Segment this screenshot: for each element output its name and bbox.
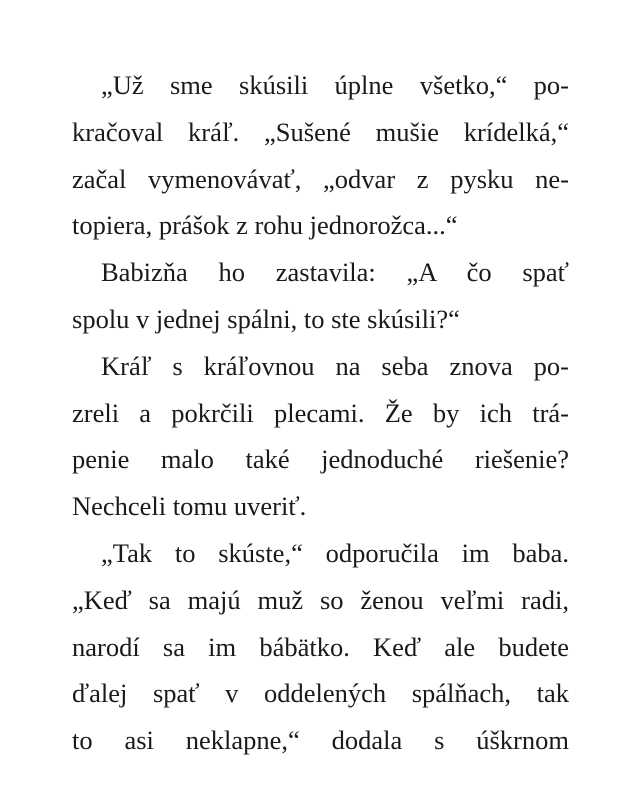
text-line: penie malo také jednoduché riešenie? xyxy=(72,444,569,475)
text-line: zreli a pokrčili plecami. Že by ich trá- xyxy=(72,397,569,428)
text-line: topiera, prášok z rohu jednorožca...“ xyxy=(72,210,458,241)
text-line: začal vymenovávať, „odvar z pysku ne- xyxy=(72,163,569,194)
text-line: „Už sme skúsili úplne všetko,“ po- xyxy=(101,70,569,100)
paragraph-2 xyxy=(72,249,569,343)
text-line: „Keď sa majú muž so ženou veľmi radi, xyxy=(72,584,569,615)
text-line: ďalej spať v oddelených spálňach, tak xyxy=(72,678,569,709)
text-line: Nechceli tomu uveriť. xyxy=(72,491,307,522)
paragraph-3 xyxy=(72,343,569,530)
text-line: to asi neklapne,“ dodala s úškrnom xyxy=(72,725,569,756)
paragraph-1 xyxy=(72,62,569,249)
text-line: Kráľ s kráľovnou na seba znova po- xyxy=(101,350,569,381)
text-line: Babizňa ho zastavila: „A čo spať xyxy=(101,257,569,288)
text-line: „Tak to skúste,“ odporučila im baba. xyxy=(101,537,569,568)
text-line: spolu v jednej spálni, to ste skúsili?“ xyxy=(72,303,460,334)
text-line: narodí sa im bábätko. Keď ale budete xyxy=(72,631,569,662)
text-line: kračoval kráľ. „Sušené mušie krídelká,“ xyxy=(72,116,569,147)
book-page xyxy=(72,62,569,764)
paragraph-4 xyxy=(72,530,569,764)
